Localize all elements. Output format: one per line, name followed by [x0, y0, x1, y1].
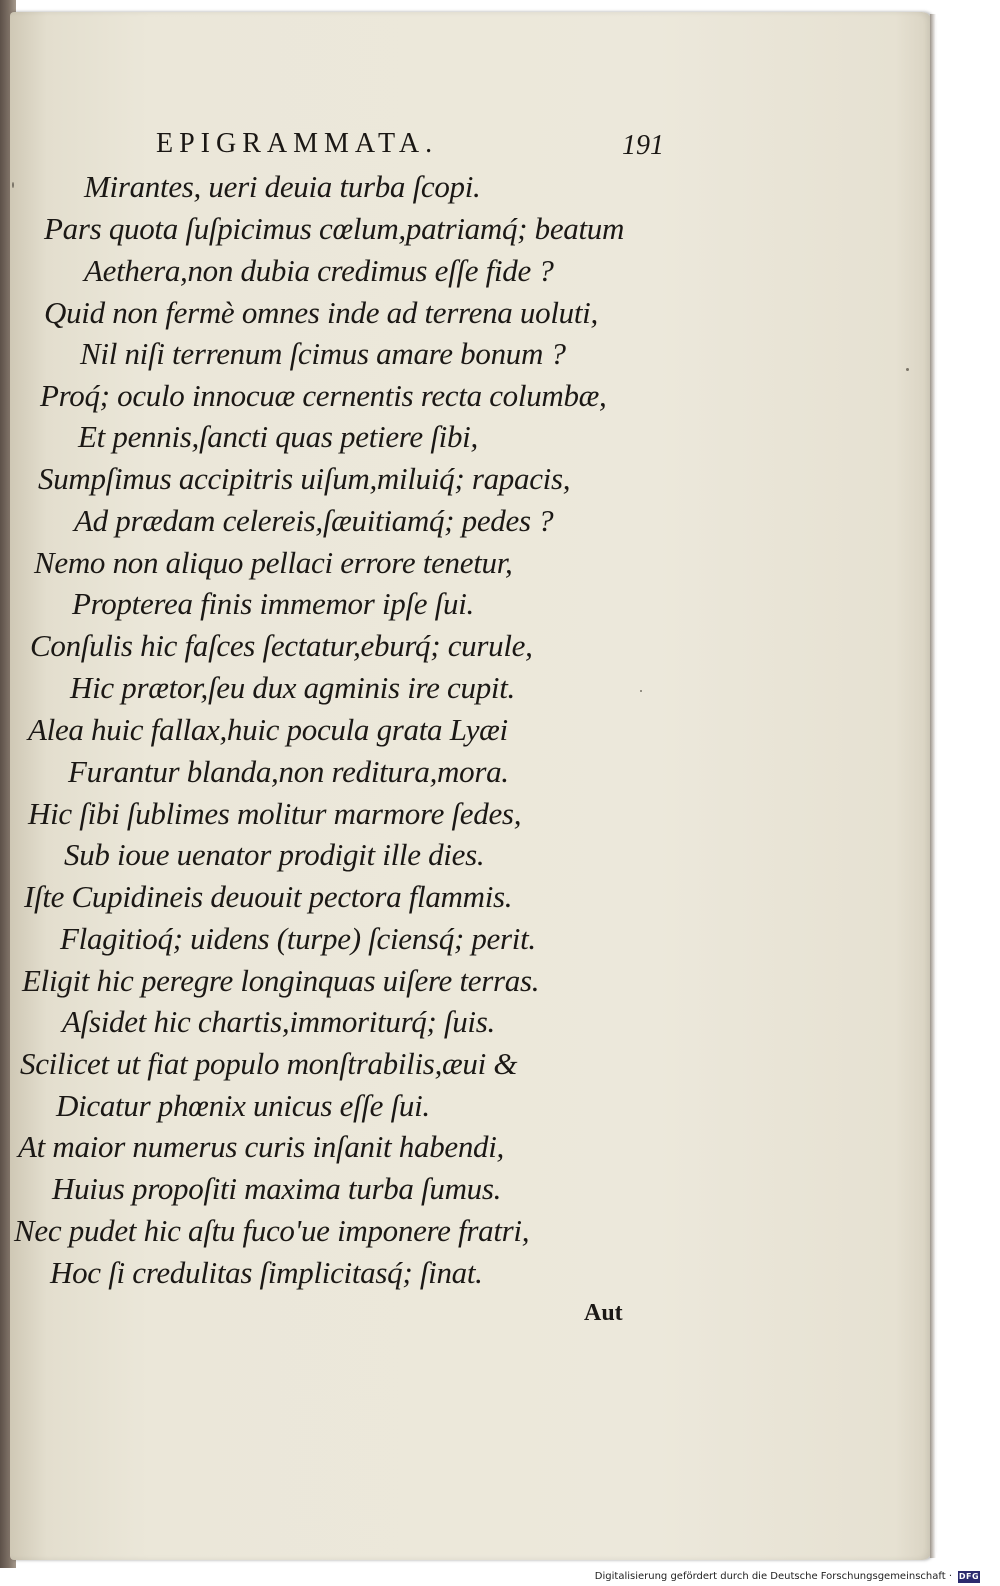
verse-line: Aethera,non dubia credimus eſſe fide ? — [84, 253, 554, 288]
verse-line: Huius propoſiti maxima turba ſumus. — [52, 1171, 502, 1206]
digitization-credit: Digitalisierung gefördert durch die Deutsche Forschungsgemeinschaft · — [594, 1571, 952, 1582]
verse-line: Alea huic fallax,huic pocula grata Lyæi — [28, 712, 508, 747]
verse-line: Nil niſi terrenum ſcimus amare bonum ? — [80, 336, 566, 371]
verse-line: Nemo non aliquo pellaci errore tenetur, — [34, 545, 513, 580]
paper-speck — [12, 182, 14, 188]
verse-line: Et pennis,ſancti quas petiere ſibi, — [78, 419, 478, 454]
verse-line: Aſsidet hic chartis,immoriturq́; ſuis. — [62, 1004, 495, 1039]
verse-line: Nec pudet hic aſtu fuco'ue imponere fratri, — [14, 1213, 530, 1248]
verse-line: Eligit hic peregre longinquas uiſere terras. — [22, 963, 540, 998]
running-head: EPIGRAMMATA. — [156, 128, 439, 159]
verse-line: Pars quota ſuſpicimus cœlum,patriamq́; beatum — [44, 211, 625, 246]
verse-line: Quid non fermè omnes inde ad terrena uoluti, — [44, 295, 598, 330]
verse-line: Furantur blanda,non reditura,mora. — [68, 754, 509, 789]
catchword: Aut — [584, 1300, 623, 1326]
verse-line: Mirantes, ueri deuia turba ſcopi. — [84, 169, 481, 204]
paper-speck — [640, 690, 642, 692]
verse-line: Hic ſibi ſublimes molitur marmore ſedes, — [28, 796, 522, 831]
verse-line: Flagitioq́; uidens (turpe) ſciensq́; perit. — [60, 921, 536, 956]
verse-line: Proq́; oculo innocuæ cernentis recta columbæ, — [40, 378, 607, 413]
verse-line: Conſulis hic faſces ſectatur,eburq́; curule, — [30, 628, 533, 663]
verse-line: Iſte Cupidineis deuouit pectora flammis. — [24, 879, 513, 914]
verse-line: Sub ioue uenator prodigit ille dies. — [64, 837, 485, 872]
paper-speck — [906, 368, 909, 371]
verse-line: Scilicet ut fiat populo monſtrabilis,æui & — [20, 1046, 518, 1081]
verse-line: Sumpſimus accipitris uiſum,miluiq́; rapacis, — [38, 461, 571, 496]
verse-line: Ad prædam celereis,ſæuitiamq́; pedes ? — [74, 503, 554, 538]
verse-line: Hoc ſi credulitas ſimplicitasq́; ſinat. — [50, 1255, 483, 1290]
verse-line: At maior numerus curis inſanit habendi, — [18, 1129, 505, 1164]
dfg-logo: DFG — [958, 1572, 980, 1581]
verse-line: Dicatur phœnix unicus eſſe ſui. — [56, 1088, 430, 1123]
page-shadow — [930, 14, 936, 1558]
page-number: 191 — [622, 130, 664, 161]
verse-line: Propterea finis immemor ipſe ſui. — [72, 586, 474, 621]
verse-line: Hic prætor,ſeu dux agminis ire cupit. — [70, 670, 515, 705]
